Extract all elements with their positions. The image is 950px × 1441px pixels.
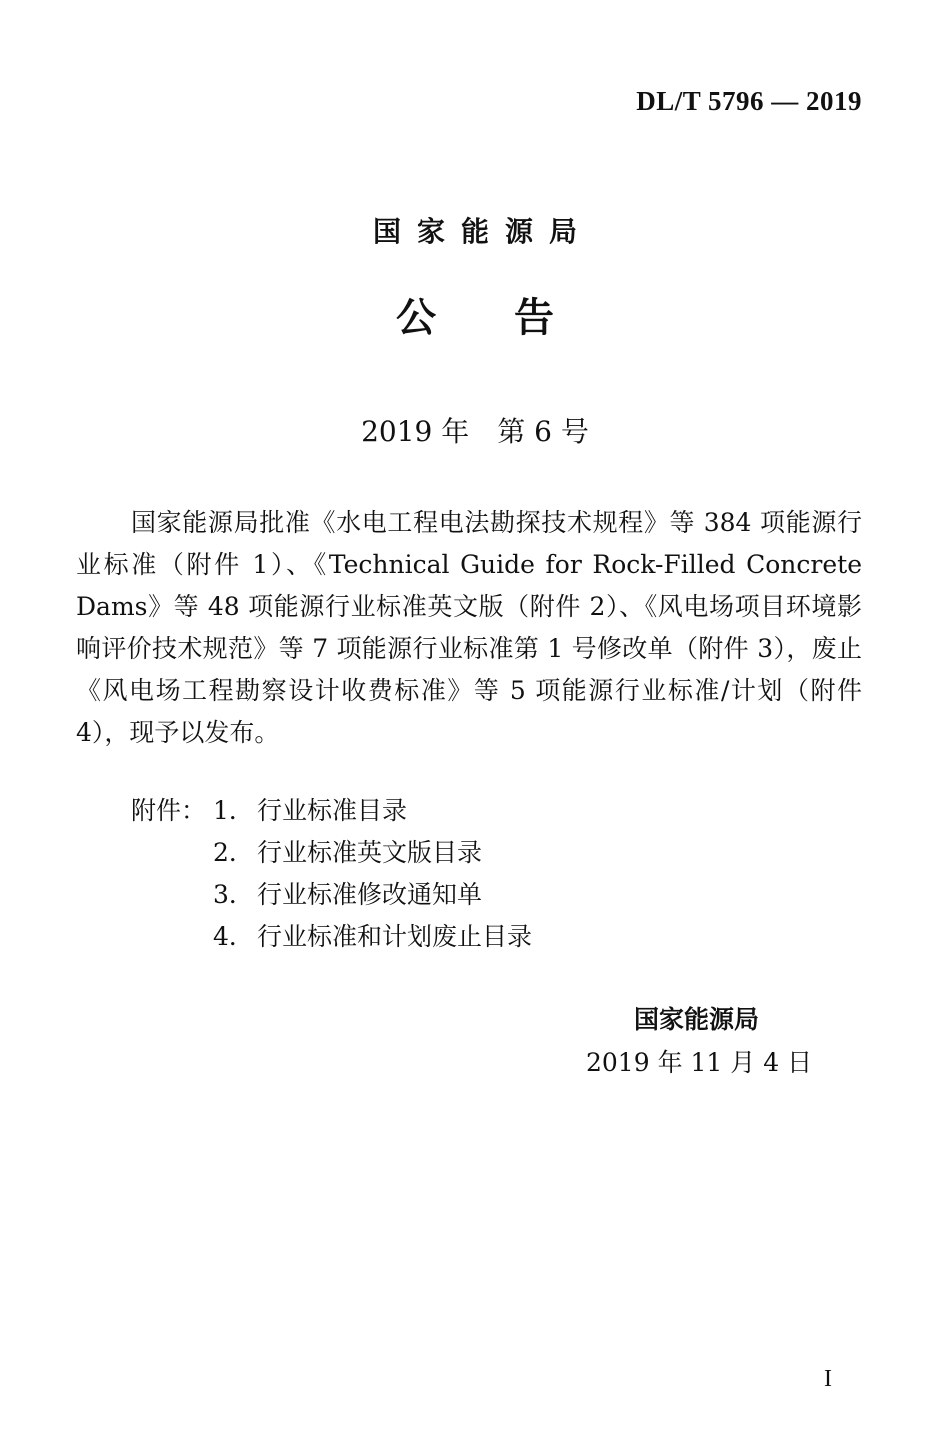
issuer-name: 国家能源局 xyxy=(372,215,593,248)
attachment-number: 3． xyxy=(213,880,254,909)
attachment-label: 行业标准和计划废止目录 xyxy=(257,922,533,951)
attachment-label: 行业标准修改通知单 xyxy=(257,880,483,909)
notice-year: 2019 年 xyxy=(361,415,470,448)
signature-date: 2019 年 11 月 4 日 xyxy=(586,1048,813,1077)
page-number: I xyxy=(824,1366,832,1392)
attachment-number: 1． xyxy=(213,796,254,825)
attachment-number: 4． xyxy=(213,922,254,951)
list-item xyxy=(131,916,532,958)
attachment-label: 行业标准目录 xyxy=(257,796,408,825)
attachment-list xyxy=(131,790,532,958)
notice-number xyxy=(0,410,950,450)
list-item xyxy=(131,790,532,832)
list-item xyxy=(131,832,532,874)
attachment-number: 2． xyxy=(213,838,254,867)
list-item xyxy=(131,874,532,916)
notice-body: 国家能源局批准《水电工程电法勘探技术规程》等 384 项能源行业标准（附件 1）、《Technical Guide for Rock-Filled Concrete Dams》等 48 项能源行业标准英文版（附件 2）、《风电场项目环境影响评价技术规范》等 7 项能源行业标准第 1 号修改单（附件 3），废止《风电场工程勘察设计收费标准》等 5 项能源行业标准/计划（附件 4），现予以发布。 xyxy=(76,508,862,747)
attachment-label: 行业标准英文版目录 xyxy=(257,838,483,867)
notice-issue-number: 第 6 号 xyxy=(497,415,589,448)
signer-name: 国家能源局 xyxy=(634,1005,760,1034)
notice-title: 公告 xyxy=(396,295,632,341)
attachment-heading: 附件： xyxy=(131,796,207,825)
standard-code: DL/T 5796 — 2019 xyxy=(636,86,862,116)
